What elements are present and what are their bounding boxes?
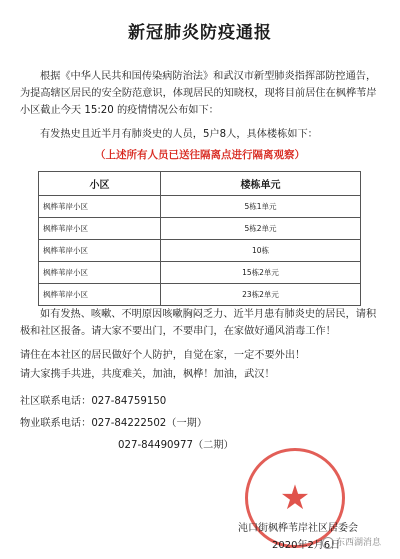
isolation-note: （上述所有人员已送往隔离点进行隔离观察） xyxy=(95,149,305,161)
table-cell-community: 枫桦苇岸小区 xyxy=(39,196,161,218)
table-cell-community: 枫桦苇岸小区 xyxy=(39,284,161,306)
table-cell-building: 5栋2单元 xyxy=(161,218,361,240)
table-cell-building: 15栋2单元 xyxy=(161,262,361,284)
signature-date: 2020年2月6日 xyxy=(272,540,341,551)
table-row xyxy=(39,240,361,262)
paragraph-encourage: 请大家携手共进，共度难关，加油，枫桦！加油，武汉！ xyxy=(20,369,275,380)
paragraph-protection: 请住在本社区的居民做好个人防护，自觉在家，一定不要外出！ xyxy=(20,350,306,361)
star-icon: ★ xyxy=(279,478,311,518)
community-phone-label: 社区联系电话： xyxy=(20,396,92,407)
table-row xyxy=(39,284,361,306)
property-phone-line-2 xyxy=(118,436,234,451)
wechat-icon xyxy=(322,537,334,549)
table-row xyxy=(39,262,361,284)
property-phone-label: 物业联系电话： xyxy=(20,418,92,429)
table-row xyxy=(39,218,361,240)
property-phone-number-1: 027-84222502（一期） xyxy=(91,418,208,429)
table-header-community: 小区 xyxy=(39,172,161,196)
table-cell-building: 5栋1单元 xyxy=(161,196,361,218)
table-cell-community: 枫桦苇岸小区 xyxy=(39,240,161,262)
cases-table xyxy=(38,171,361,306)
table-cell-community: 枫桦苇岸小区 xyxy=(39,218,161,240)
table-cell-community: 枫桦苇岸小区 xyxy=(39,262,161,284)
property-phone-line xyxy=(20,414,207,429)
paragraph-cases: 有发热史且近半月有肺炎史的人员，5户8人，具体楼栋如下： xyxy=(40,129,318,140)
table-row xyxy=(39,196,361,218)
table-cell-building: 10栋 xyxy=(161,240,361,262)
notice-title: 新冠肺炎防疫通报 xyxy=(128,23,272,43)
community-phone-line xyxy=(20,392,166,407)
signature-organization: 沌口街枫桦苇岸社区居委会 xyxy=(238,523,358,534)
table-header-building: 楼栋单元 xyxy=(161,172,361,196)
table-header-row xyxy=(39,172,361,196)
property-phone-number-2: 027-84490977（二期） xyxy=(118,440,234,451)
watermark-text: 东西湖消息 xyxy=(336,538,382,548)
paragraph-report: 如有发热、咳嗽、不明原因咳嗽胸闷乏力、近半月患有肺炎史的居民，请积极和社区报备。请大家不要出门，不要串门，在家做好通风消毒工作！ xyxy=(20,309,377,337)
table-cell-building: 23栋2单元 xyxy=(161,284,361,306)
watermark xyxy=(322,535,381,549)
community-phone-number: 027-84759150 xyxy=(91,396,167,407)
paragraph-intro: 根据《中华人民共和国传染病防治法》和武汉市新型肺炎指挥部防控通告，为提高辖区居民的安全防范意识，体现居民的知晓权，现将目前居住在枫桦苇岸小区截止今天 15:20 的疫情情况公布如下： xyxy=(20,71,377,116)
